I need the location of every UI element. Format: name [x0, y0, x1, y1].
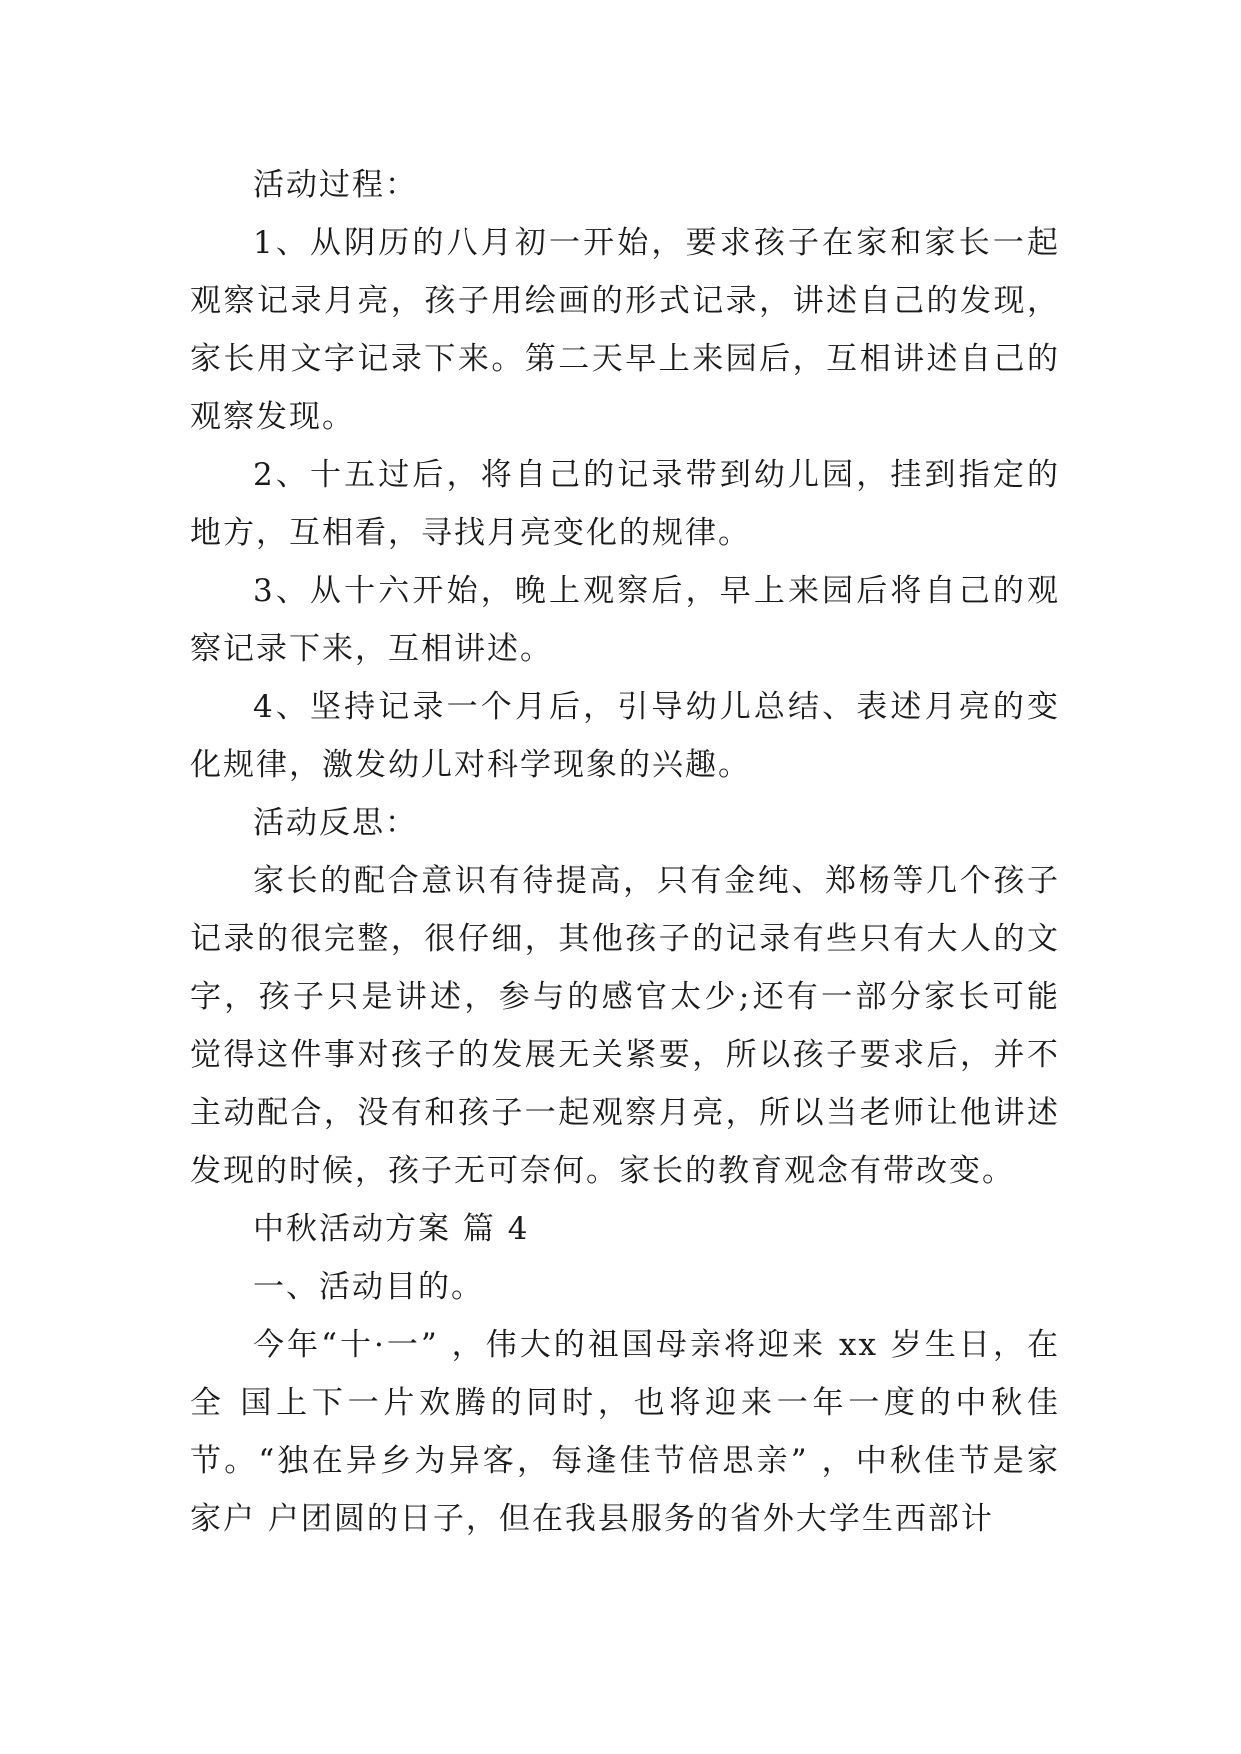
paragraph-reflection: 家长的配合意识有待提高，只有金纯、郑杨等几个孩子记录的很完整，很仔细，其他孩子的记录有些只有大人的文字，孩子只是讲述，参与的感官太少;还有一部分家长可能觉得这件事对孩子的发展无关紧要，所以孩子要求后，并不主动配合，没有和孩子一起观察月亮，所以当老师让他讲述发现的时候，孩子无可奈何。家长的教育观念有带改变。 [190, 863, 1060, 1189]
document-body [190, 156, 1060, 1548]
section-heading-plan-4: 中秋活动方案 篇 4 [253, 1211, 530, 1247]
paragraph-step-3: 3、从十六开始，晚上观察后，早上来园后将自己的观察记录下来，互相讲述。 [190, 573, 1060, 667]
paragraph-step-2: 2、十五过后，将自己的记录带到幼儿园，挂到指定的地方，互相看，寻找月亮变化的规律。 [190, 457, 1060, 551]
paragraph-purpose: 今年“十·一” ，伟大的祖国母亲将迎来 xx 岁生日，在全 国上下一片欢腾的同时，也将迎来一年一度的中秋佳节。“独在异乡为异客，每逢佳节倍思亲” ，中秋佳节是家家户 户团圆的日子，但在我县服务的省外大学生西部计 [190, 1327, 1060, 1537]
section-heading-process: 活动过程： [253, 167, 418, 203]
section-heading-reflection: 活动反思： [253, 805, 418, 841]
section-heading-purpose: 一、活动目的。 [253, 1269, 484, 1305]
paragraph-step-4: 4、坚持记录一个月后，引导幼儿总结、表述月亮的变化规律，激发幼儿对科学现象的兴趣。 [190, 689, 1060, 783]
paragraph-step-1: 1、从阴历的八月初一开始，要求孩子在家和家长一起观察记录月亮，孩子用绘画的形式记录，讲述自己的发现，家长用文字记录下来。第二天早上来园后，互相讲述自己的观察发现。 [190, 225, 1060, 435]
